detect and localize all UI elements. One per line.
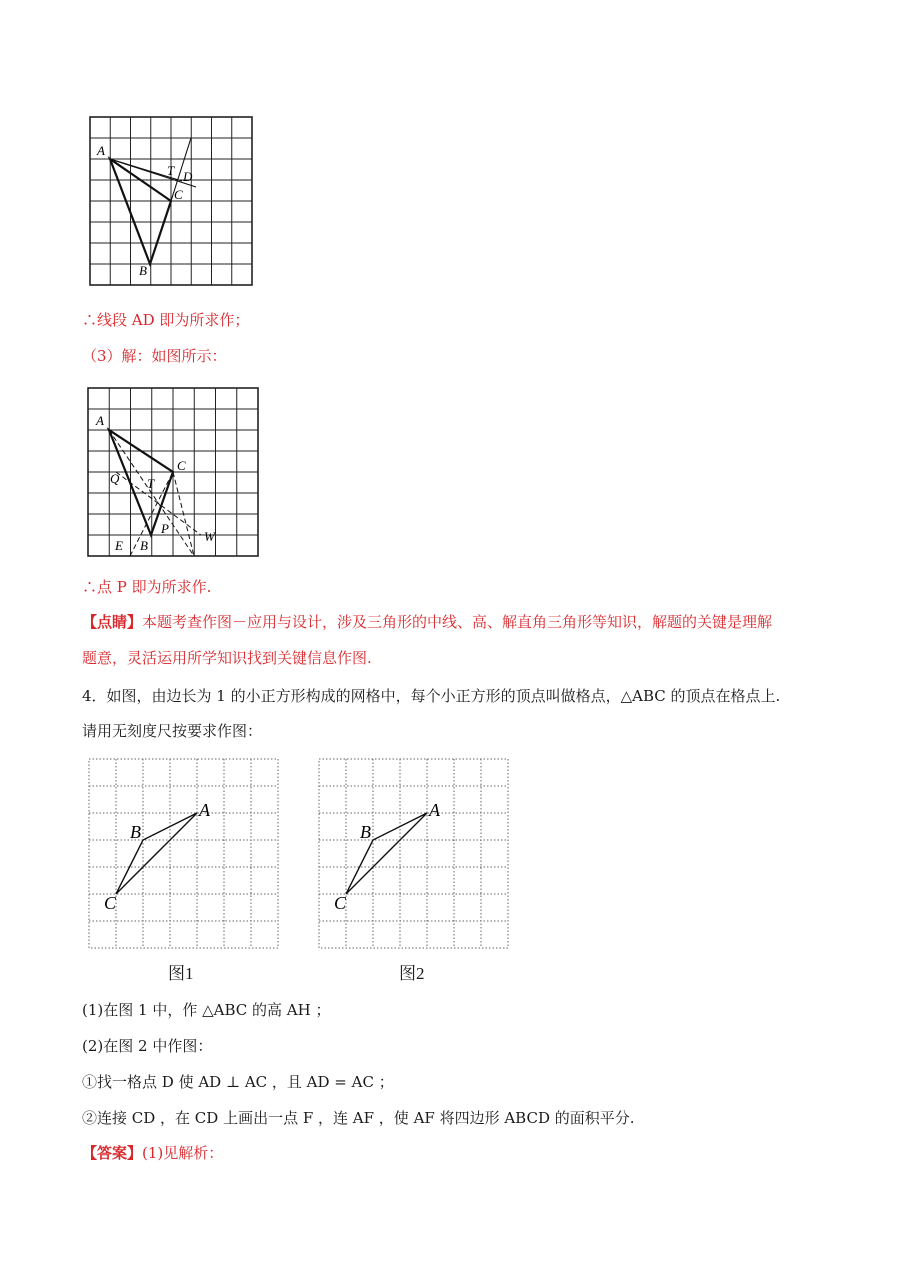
label-b: B bbox=[130, 822, 141, 842]
label-p: P bbox=[161, 521, 169, 536]
caption-figure-2: 图2 bbox=[399, 964, 425, 983]
label-t: T bbox=[147, 476, 155, 491]
problem4-line-2: 请用无刻度尺按要求作图： bbox=[82, 722, 263, 740]
comment-line-1 bbox=[82, 612, 772, 632]
label-a: A bbox=[97, 143, 105, 158]
label-c: C bbox=[334, 893, 347, 913]
label-q: Q bbox=[110, 471, 120, 486]
label-b: B bbox=[139, 263, 147, 278]
conclusion-ad: ∴线段 AD 即为所求作； bbox=[82, 311, 250, 329]
grid-figure-1 bbox=[88, 758, 280, 950]
answer-tag: 【答案】 bbox=[82, 1144, 143, 1162]
answer-line bbox=[82, 1143, 223, 1163]
label-d: D bbox=[183, 169, 193, 184]
label-t: T bbox=[167, 163, 175, 178]
caption-figure-1: 图1 bbox=[168, 964, 194, 983]
label-a: A bbox=[199, 800, 210, 820]
figure-triangle-ad bbox=[88, 115, 258, 290]
label-e: E bbox=[115, 538, 123, 553]
label-c: C bbox=[104, 893, 117, 913]
question-2a: ①找一格点 D 使 AD ⊥ AC ，且 AD = AC ； bbox=[82, 1073, 394, 1091]
problem4-line-1: 4．如图，由边长为 1 的小正方形构成的网格中，每个小正方形的顶点叫做格点，△ABC 的顶点在格点上. bbox=[82, 687, 781, 705]
conclusion-p: ∴点 P 即为所求作. bbox=[82, 578, 212, 596]
comment-text-1: 本题考查作图－应用与设计，涉及三角形的中线、高、解直角三角形等知识，解题的关键是理解 bbox=[142, 613, 773, 631]
question-2b: ②连接 CD ，在 CD 上画出一点 F ，连 AF ，使 AF 将四边形 ABCD 的面积平分. bbox=[82, 1109, 635, 1127]
comment-tag: 【点睛】 bbox=[82, 613, 143, 631]
question-1: (1)在图 1 中，作 △ABC 的高 AH ； bbox=[82, 1001, 331, 1019]
question-2: (2)在图 2 中作图： bbox=[82, 1037, 213, 1055]
answer-text: (1)见解析： bbox=[142, 1144, 224, 1162]
label-c: C bbox=[177, 458, 186, 473]
label-a: A bbox=[429, 800, 440, 820]
part3-heading: （3）解：如图所示： bbox=[82, 347, 227, 365]
label-c: C bbox=[174, 187, 183, 202]
figure-triangle-p bbox=[86, 385, 266, 560]
label-a: A bbox=[96, 413, 104, 428]
label-b: B bbox=[360, 822, 371, 842]
grid-figure-2 bbox=[318, 758, 510, 950]
comment-line-2: 题意，灵活运用所学知识找到关键信息作图. bbox=[82, 649, 372, 667]
label-w: W bbox=[204, 529, 215, 544]
label-b: B bbox=[140, 538, 148, 553]
